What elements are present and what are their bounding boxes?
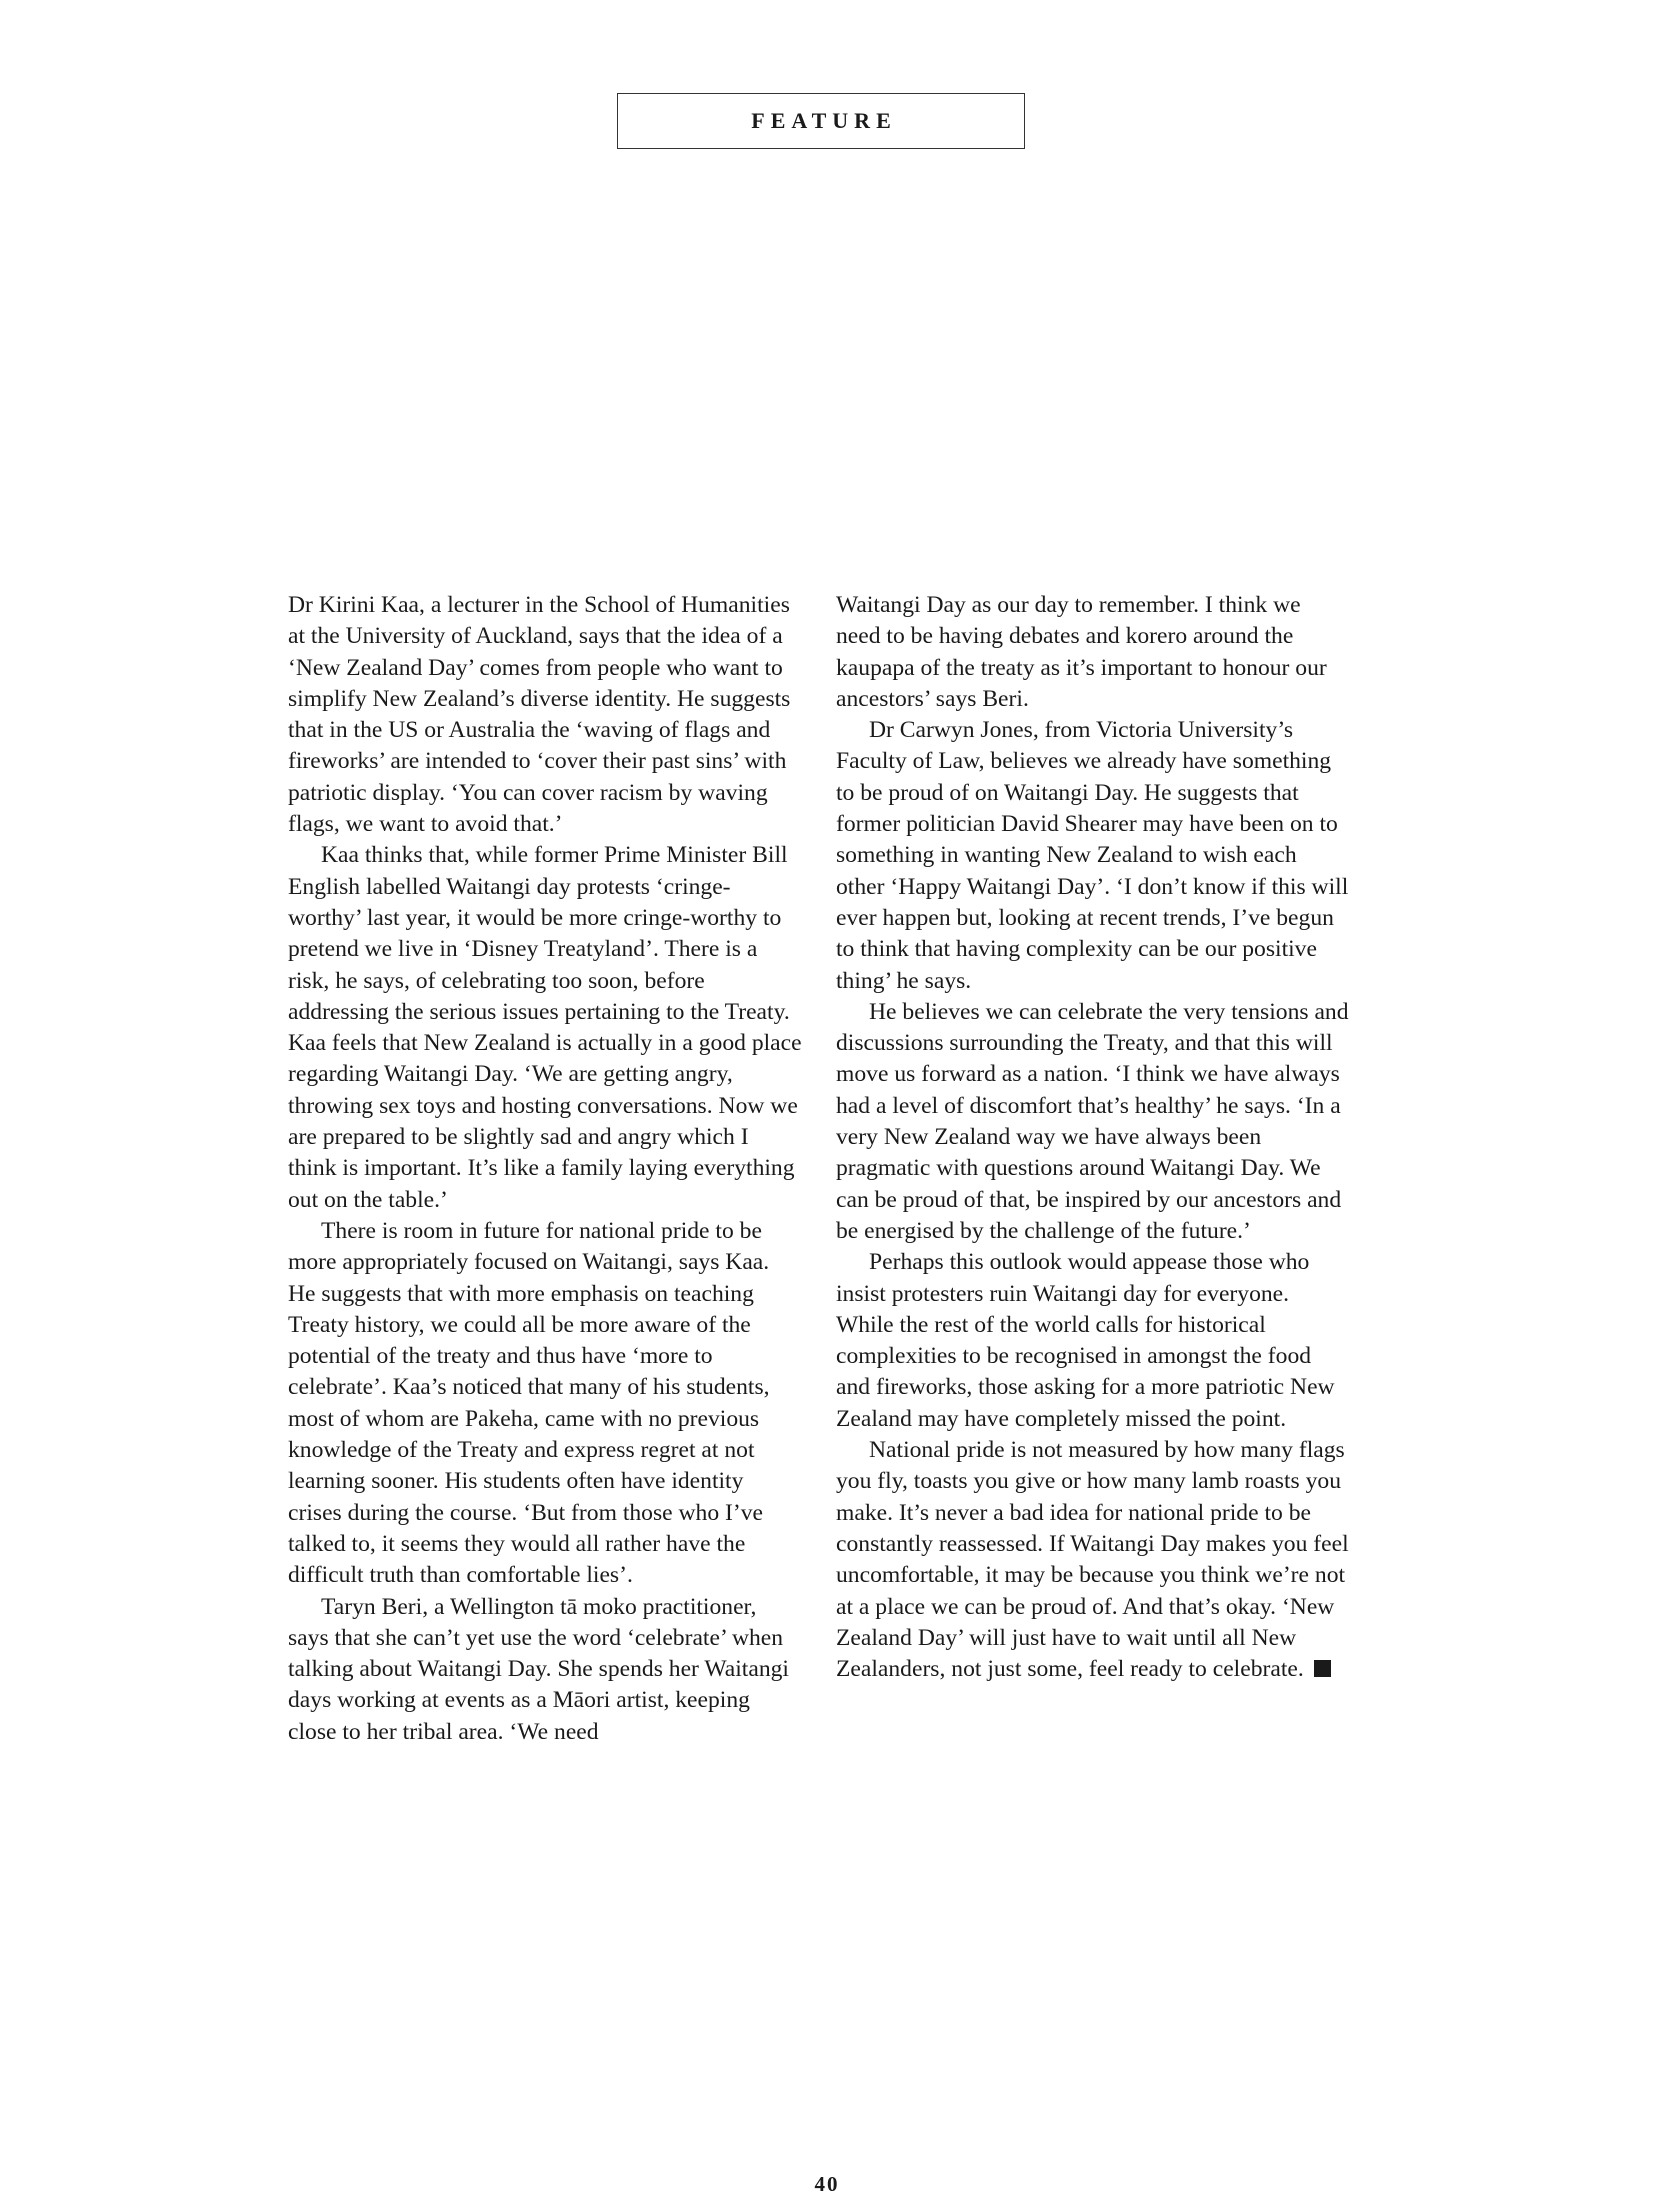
article-column-right [836,590,1350,1685]
article-paragraph: There is room in future for national pride to be more appropriately focused on Waitangi, says Kaa. He suggests that with more emphasis on teaching Treaty history, we could all be more aware of the potential of the treaty and thus have ‘more to celebrate’. Kaa’s noticed that many of his students, most of whom are Pakeha, came with no previous knowledge of the Treaty and express regret at not learning sooner. His students often have identity crises during the course. ‘But from those who I’ve talked to, it seems they would all rather have the difficult truth than comfortable lies’. [288,1217,770,1589]
article-column-left [288,590,802,1748]
article-paragraph-continuation: Waitangi Day as our day to remember. I think we need to be having debates and korero around the kaupapa of the treaty as it’s important to honour our ancestors’ says Beri. [836,592,1327,712]
article-paragraph: Dr Carwyn Jones, from Victoria University’s Faculty of Law, believes we already have something to be proud of on Waitangi Day. He suggests that former politician David Shearer may have been on to something in wanting New Zealand to wish each other ‘Happy Waitangi Day’. ‘I don’t know if this will ever happen but, looking at recent trends, I’ve begun to think that having complexity can be our positive thing’ he says. [836,717,1349,994]
article-paragraph: Kaa thinks that, while former Prime Minister Bill English labelled Waitangi day protests ‘cringe-worthy’ last year, it would be more cringe-worthy to pretend we live in ‘Disney Treatyland’. There is a risk, he says, of celebrating too soon, before addressing the serious issues pertaining to the Treaty. Kaa feels that New Zealand is actually in a good place regarding Waitangi Day. ‘We are getting angry, throwing sex toys and hosting conversations. Now we are prepared to be slightly sad and angry which I think is important. It’s like a family laying everything out on the table.’ [288,842,802,1213]
article-paragraph: Taryn Beri, a Wellington tā moko practitioner, says that she can’t yet use the word ‘celebrate’ when talking about Waitangi Day. She spends her Waitangi days working at events as a Māori artist, keeping close to her tribal area. ‘We need [288,1593,789,1745]
section-label [617,93,1025,149]
article-paragraph: Dr Kirini Kaa, a lecturer in the School of Humanities at the University of Auckland, says that the idea of a ‘New Zealand Day’ comes from people who want to simplify New Zealand’s diverse identity. He suggests that in the US or Australia the ‘waving of flags and fireworks’ are intended to ‘cover their past sins’ with patriotic display. ‘You can cover racism by waving flags, we want to avoid that.’ [288,592,791,838]
article-paragraph-final [836,1435,1350,1685]
end-of-article-mark [1314,1660,1331,1677]
page-number: 40 [814,2172,840,2196]
section-label-text: FEATURE [751,108,897,133]
article-paragraph: Perhaps this outlook would appease those who insist protesters ruin Waitangi day for everyone. While the rest of the world calls for historical complexities to be recognised in amongst the food and fireworks, those asking for a more patriotic New Zealand may have completely missed the point. [836,1249,1335,1432]
article-paragraph: He believes we can celebrate the very tensions and discussions surrounding the Treaty, and that this will move us forward as a nation. ‘I think we have always had a level of discomfort that’s healthy’ he says. ‘In a very New Zealand way we have always been pragmatic with questions around Waitangi Day. We can be proud of that, be inspired by our ancestors and be energised by the challenge of the future.’ [836,998,1349,1244]
final-paragraph-text: National pride is not measured by how many flags you fly, toasts you give or how many lamb roasts you make. It’s never a bad idea for national pride to be constantly reassessed. If Waitangi Day makes you feel uncomfortable, it may be because you think we’re not at a place we can be proud of. And that’s okay. ‘New Zealand Day’ will just have to wait until all New Zealanders, not just some, feel ready to celebrate. [836,1437,1349,1683]
